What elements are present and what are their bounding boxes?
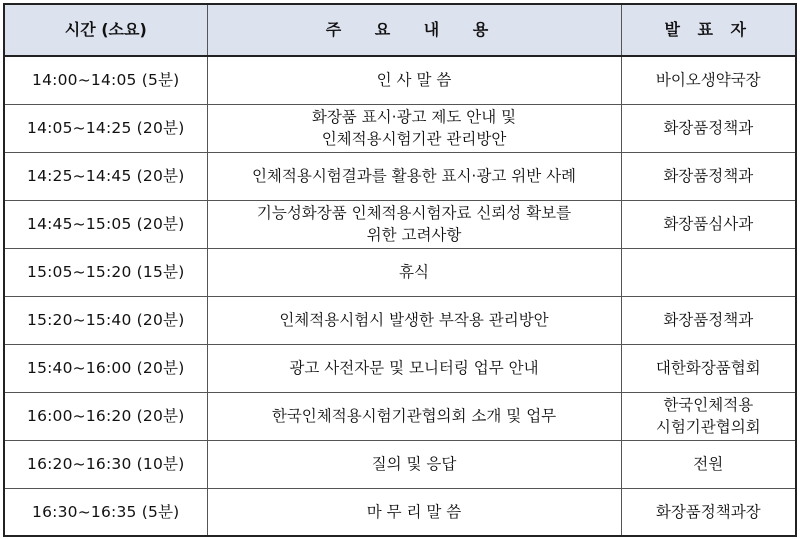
time-cell: 14:45~15:05 (20분) xyxy=(4,200,207,248)
table-row xyxy=(4,488,796,536)
table-row xyxy=(4,200,796,248)
time-cell: 16:30~16:35 (5분) xyxy=(4,488,207,536)
topic-cell: 한국인체적용시험기관협의회 소개 및 업무 xyxy=(207,392,621,440)
schedule-table xyxy=(3,3,797,537)
table-row xyxy=(4,104,796,152)
topic-cell: 질의 및 응답 xyxy=(207,440,621,488)
time-cell: 15:40~16:00 (20분) xyxy=(4,344,207,392)
speaker-cell: 화장품정책과 xyxy=(621,152,796,200)
time-cell: 16:00~16:20 (20분) xyxy=(4,392,207,440)
time-cell: 14:25~14:45 (20분) xyxy=(4,152,207,200)
table-row xyxy=(4,392,796,440)
header-time: 시간 (소요) xyxy=(4,4,207,56)
table-row xyxy=(4,152,796,200)
header-topic: 주 요 내 용 xyxy=(207,4,621,56)
topic-cell: 마 무 리 말 씀 xyxy=(207,488,621,536)
speaker-cell: 대한화장품협회 xyxy=(621,344,796,392)
table-row xyxy=(4,440,796,488)
time-cell: 15:20~15:40 (20분) xyxy=(4,296,207,344)
topic-cell: 기능성화장품 인체적용시험자료 신뢰성 확보를 위한 고려사항 xyxy=(207,200,621,248)
topic-cell: 인체적용시험결과를 활용한 표시·광고 위반 사례 xyxy=(207,152,621,200)
speaker-cell: 화장품정책과장 xyxy=(621,488,796,536)
time-cell: 14:05~14:25 (20분) xyxy=(4,104,207,152)
time-cell: 15:05~15:20 (15분) xyxy=(4,248,207,296)
topic-cell: 화장품 표시·광고 제도 안내 및 인체적용시험기관 관리방안 xyxy=(207,104,621,152)
time-cell: 14:00~14:05 (5분) xyxy=(4,56,207,104)
header-speaker: 발 표 자 xyxy=(621,4,796,56)
topic-cell: 휴식 xyxy=(207,248,621,296)
speaker-cell: 바이오생약국장 xyxy=(621,56,796,104)
speaker-cell: 전원 xyxy=(621,440,796,488)
speaker-cell: 화장품심사과 xyxy=(621,200,796,248)
table-row xyxy=(4,248,796,296)
topic-cell: 광고 사전자문 및 모니터링 업무 안내 xyxy=(207,344,621,392)
topic-cell: 인체적용시험시 발생한 부작용 관리방안 xyxy=(207,296,621,344)
table-row xyxy=(4,56,796,104)
table-row xyxy=(4,344,796,392)
time-cell: 16:20~16:30 (10분) xyxy=(4,440,207,488)
header-row xyxy=(4,4,796,56)
speaker-cell xyxy=(621,248,796,296)
speaker-cell: 화장품정책과 xyxy=(621,296,796,344)
schedule-container xyxy=(3,3,795,536)
topic-cell: 인 사 말 씀 xyxy=(207,56,621,104)
table-row xyxy=(4,296,796,344)
speaker-cell: 한국인체적용 시험기관협의회 xyxy=(621,392,796,440)
speaker-cell: 화장품정책과 xyxy=(621,104,796,152)
